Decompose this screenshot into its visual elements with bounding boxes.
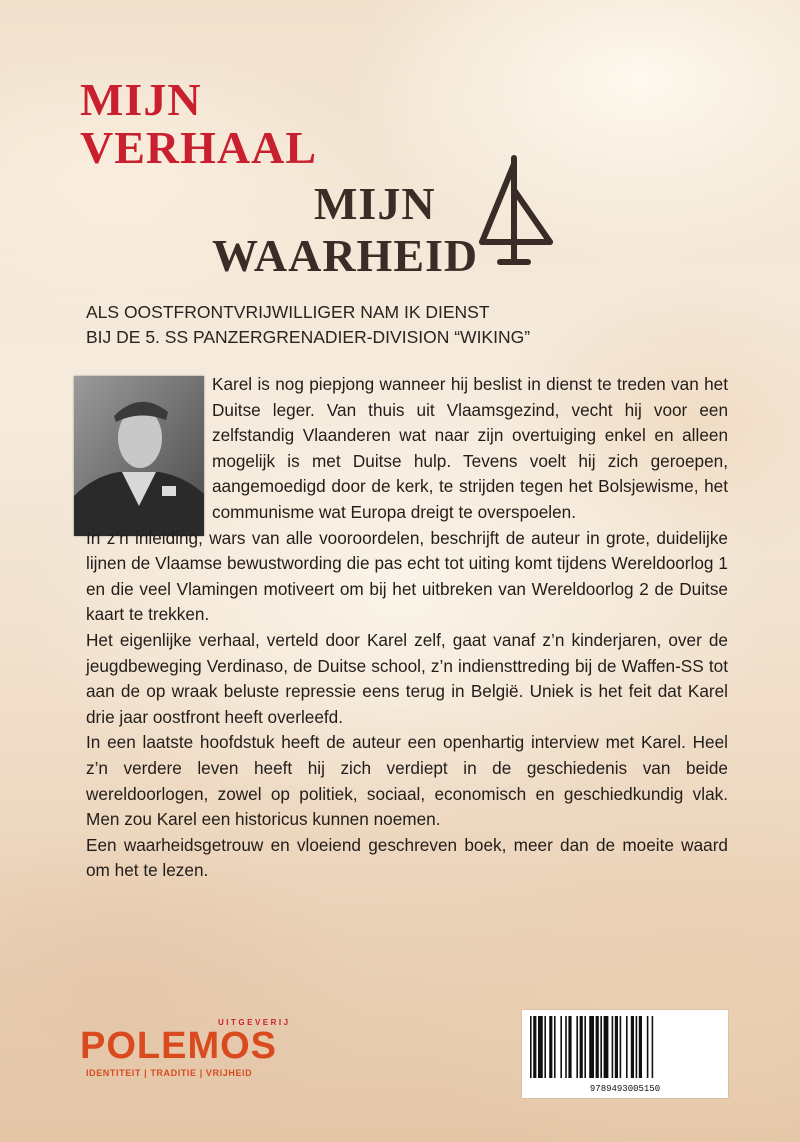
description-paragraph-1: Karel is nog piepjong wanneer hij beslist in dienst te treden van het Duitse leger. Van thuis uit Vlaamsgezind, vecht hij voor een zelfstandig Vlaanderen wat naar zijn overtuiging enkel en alleen mogelijk is met Duitse hulp. Tevens voelt hij zich geroepen, aangemoedigd door de kerk, te strijden tegen het Bolsjewisme, het communisme wat Europa dreigt te overspoelen. <box>212 374 728 522</box>
publisher-logo <box>80 1018 310 1088</box>
title-line-3: MIJN <box>314 178 436 229</box>
title-line-2: VERHAAL <box>80 122 318 173</box>
title-line-4: WAARHEID <box>212 230 479 281</box>
title-mijn-waarheid <box>212 178 479 281</box>
barcode-number: 9789493005150 <box>589 1084 661 1094</box>
title-mijn-verhaal <box>80 76 317 172</box>
subtitle-line-1: ALS OOSTFRONTVRIJWILLIGER NAM IK DIENST <box>86 302 490 322</box>
publisher-label: UITGEVERIJ <box>218 1018 291 1027</box>
description-paragraph-4: In een laatste hoofdstuk heeft de auteur een openhartig interview met Karel. Heel z’n verdere leven heeft hij zich verdiept in de geschiedenis van beide wereldoorlogen, zowel op politiek, sociaal, economisch en geschiedkundig vlak. Men zou Karel een historicus kunnen noemen. <box>86 732 728 830</box>
description-paragraph-3: Het eigenlijke verhaal, verteld door Karel zelf, gaat vanaf z’n kinderjaren, over de jeugdbeweging Verdinaso, de Duitse school, z’n indiensttreding bij de Waffen-SS tot aan de op wraak beluste repressie eens terug in België. Uniek is het feit dat Karel drie jaar oostfront heeft overleefd. <box>86 629 728 727</box>
photo-spacer <box>86 372 212 524</box>
rune-emblem-icon <box>470 150 560 270</box>
description <box>86 372 728 884</box>
title-line-1: MIJN <box>80 74 202 125</box>
description-paragraph-5: Een waarheidsgetrouw en vloeiend geschreven boek, meer dan de moeite waard om het te lezen. <box>86 834 728 881</box>
description-paragraph-2: In z’n inleiding, wars van alle vooroordelen, beschrijft de auteur in grote, duidelijke lijnen de Vlaamse bewustwording die pas echt tot uiting komt tijdens Wereldoorlog 1 en die veel Vlamingen motiveert om bij het uitbreken van Wereldoorlog 2 de Duitse kaart te trekken. <box>86 527 728 625</box>
subtitle <box>86 300 726 350</box>
barcode-bars-icon <box>530 1016 720 1078</box>
publisher-name: POLEMOS <box>80 1025 278 1067</box>
isbn-barcode <box>522 1010 728 1098</box>
subtitle-line-2: BIJ DE 5. SS PANZERGRENADIER-DIVISION “WIKING” <box>86 327 531 347</box>
publisher-tagline: IDENTITEIT | TRADITIE | VRIJHEID <box>86 1068 253 1078</box>
